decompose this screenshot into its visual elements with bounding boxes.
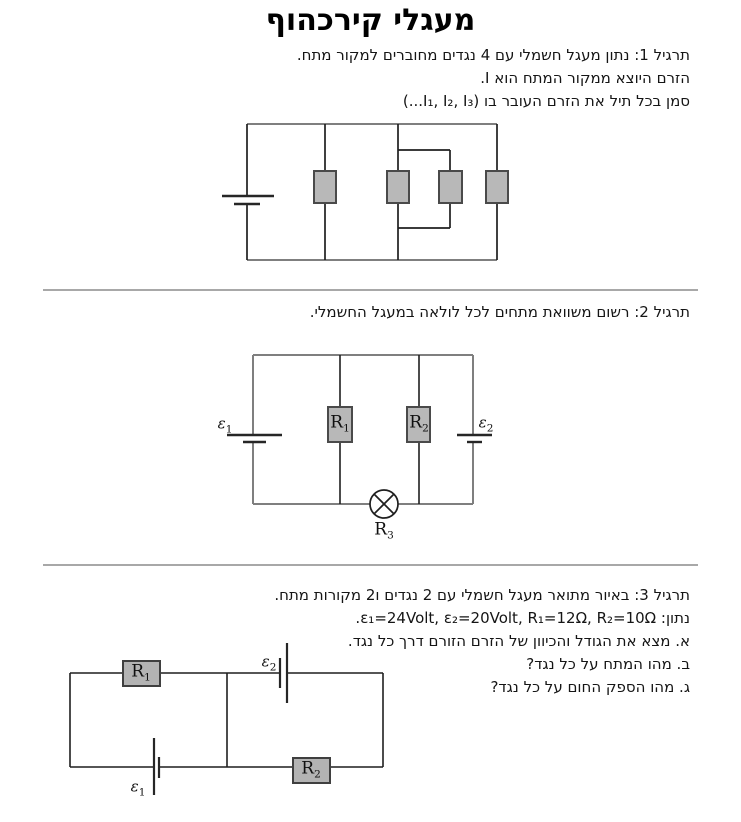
exercise3-line3: א. מצא את הגודל והכיוון של הזרם הזורם דרך כל נגד. bbox=[347, 632, 690, 650]
circuit3-diagram bbox=[55, 640, 400, 810]
circuit3-wires bbox=[70, 673, 383, 767]
circuit2-outer-wires bbox=[253, 355, 473, 504]
r1-label: $R_1$ bbox=[330, 412, 350, 435]
r3-label: $R_3$ bbox=[374, 519, 394, 542]
exercise3-line4: ב. מהו המתח על כל נגד? bbox=[526, 655, 690, 673]
r2-label: $R_2$ bbox=[301, 758, 321, 781]
battery-eps2-icon bbox=[457, 435, 492, 442]
exercise1-text bbox=[297, 44, 690, 113]
exercise2-line1: תרגיל 2: רשום משוואת מתחים לכל לולאה במעגל החשמלי. bbox=[309, 303, 690, 321]
r1-label: $R_1$ bbox=[131, 661, 151, 684]
exercise3-line1: תרגיל 3: באיור מתואר מעגל חשמלי עם 2 נגדים ו2 מקורות מתח. bbox=[274, 586, 690, 604]
section-divider-2 bbox=[43, 564, 698, 566]
resistor-box-4 bbox=[486, 171, 508, 203]
exercise2-text bbox=[310, 301, 690, 324]
exercise1-line3: סמן בכל תיל את הזרם העובר בו (I₁, I₂, I₃...) bbox=[402, 92, 690, 110]
resistor-box-3 bbox=[439, 171, 462, 203]
exercise1-line2: הזרם היוצא ממקור המתח הוא I. bbox=[480, 69, 690, 87]
battery-icon bbox=[222, 196, 274, 204]
r2-label: $R_2$ bbox=[409, 412, 429, 435]
battery-eps1-icon bbox=[227, 435, 282, 442]
epsilon2-label: $\varepsilon_2$ bbox=[478, 413, 494, 435]
section-divider-1 bbox=[43, 289, 698, 291]
resistor-boxes bbox=[314, 171, 508, 203]
circuit1-diagram bbox=[200, 112, 520, 268]
circuit2-diagram bbox=[210, 345, 510, 550]
resistor-box-1 bbox=[314, 171, 336, 203]
battery-eps1-icon bbox=[154, 738, 159, 795]
epsilon1-label: $\varepsilon_1$ bbox=[130, 777, 146, 799]
lamp-icon bbox=[370, 490, 398, 518]
epsilon2-label: $\varepsilon_2$ bbox=[261, 652, 277, 674]
battery-eps2-icon bbox=[280, 643, 287, 703]
exercise3-line5: ג. מהו הספק החום על כל נגד? bbox=[490, 678, 690, 696]
resistor-box-2 bbox=[387, 171, 409, 203]
epsilon1-label: $\varepsilon_1$ bbox=[217, 414, 233, 436]
page-title: מעגלי קירכהוף bbox=[265, 3, 476, 38]
exercise1-line1: תרגיל 1: נתון מעגל חשמלי עם 4 נגדים מחוברים למקור מתח. bbox=[296, 46, 690, 64]
exercise3-line2: נתון: ε₁=24Volt, ε₂=20Volt, R₁=12Ω, R₂=10Ω. bbox=[355, 609, 690, 627]
